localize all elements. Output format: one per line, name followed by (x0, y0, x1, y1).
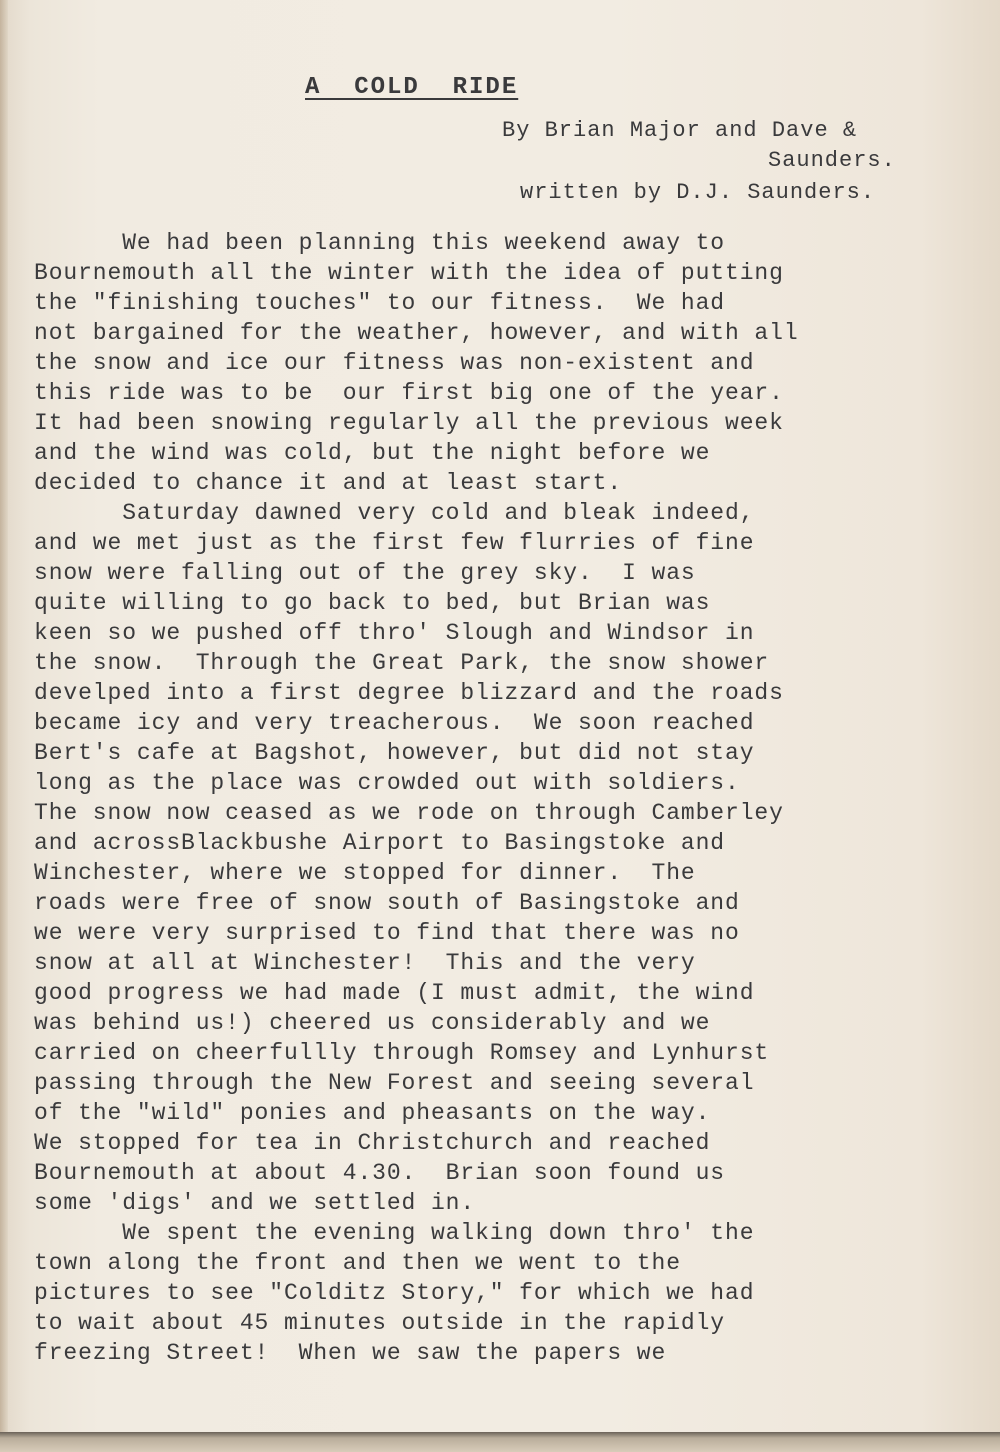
body-line: and the wind was cold, but the night before we (34, 440, 711, 466)
body-line: It had been snowing regularly all the previous week (34, 410, 784, 436)
body-line: town along the front and then we went to the (34, 1250, 681, 1276)
body-line: pictures to see "Colditz Story," for which we had (34, 1280, 755, 1306)
page-binding-edge (0, 0, 8, 1452)
body-line: keen so we pushed off thro' Slough and Windsor in (34, 620, 755, 646)
body-line: the snow and ice our fitness was non-existent and (34, 350, 755, 376)
body-line: quite willing to go back to bed, but Brian was (34, 590, 711, 616)
body-line: snow were falling out of the grey sky. I was (34, 560, 696, 586)
body-line: carried on cheerfullly through Romsey and Lynhurst (34, 1040, 770, 1066)
page-bottom-shadow (0, 1432, 1000, 1452)
byline-authors-continued: Saunders. (768, 148, 896, 173)
body-line: and we met just as the first few flurries of fine (34, 530, 755, 556)
body-line: Bournemouth all the winter with the idea of putting (34, 260, 784, 286)
body-line: Saturday dawned very cold and bleak indeed, (34, 500, 755, 526)
body-line: the snow. Through the Great Park, the snow shower (34, 650, 770, 676)
byline-written-by: written by D.J. Saunders. (520, 180, 876, 205)
body-line: Winchester, where we stopped for dinner. The (34, 860, 696, 886)
body-line: of the "wild" ponies and pheasants on the way. (34, 1100, 711, 1126)
body-line: The snow now ceased as we rode on through Camberley (34, 800, 784, 826)
body-line: some 'digs' and we settled in. (34, 1190, 476, 1216)
body-line: passing through the New Forest and seeing several (34, 1070, 755, 1096)
byline-authors: By Brian Major and Dave & (502, 118, 858, 143)
body-line: to wait about 45 minutes outside in the rapidly (34, 1310, 726, 1336)
body-line: this ride was to be our first big one of the year. (34, 380, 784, 406)
body-line: decided to chance it and at least start. (34, 470, 623, 496)
body-line: was behind us!) cheered us considerably and we (34, 1010, 711, 1036)
body-line: became icy and very treacherous. We soon reached (34, 710, 755, 736)
body-line: the "finishing touches" to our fitness. We had (34, 290, 726, 316)
body-line: Bert's cafe at Bagshot, however, but did not stay (34, 740, 755, 766)
body-line: develped into a first degree blizzard and the roads (34, 680, 784, 706)
article-title: A COLD RIDE (305, 74, 519, 101)
body-line: We had been planning this weekend away to (34, 230, 726, 256)
body-line: not bargained for the weather, however, and with all (34, 320, 799, 346)
body-line: and acrossBlackbushe Airport to Basingstoke and (34, 830, 726, 856)
body-line: we were very surprised to find that there was no (34, 920, 740, 946)
body-line: freezing Street! When we saw the papers we (34, 1340, 667, 1366)
body-line: roads were free of snow south of Basingstoke and (34, 890, 740, 916)
body-line: long as the place was crowded out with soldiers. (34, 770, 740, 796)
body-line: Bournemouth at about 4.30. Brian soon found us (34, 1160, 726, 1186)
body-line: We stopped for tea in Christchurch and reached (34, 1130, 711, 1156)
body-line: snow at all at Winchester! This and the very (34, 950, 696, 976)
article-body (34, 228, 799, 1368)
body-line: good progress we had made (I must admit, the wind (34, 980, 755, 1006)
body-line: We spent the evening walking down thro' the (34, 1220, 755, 1246)
